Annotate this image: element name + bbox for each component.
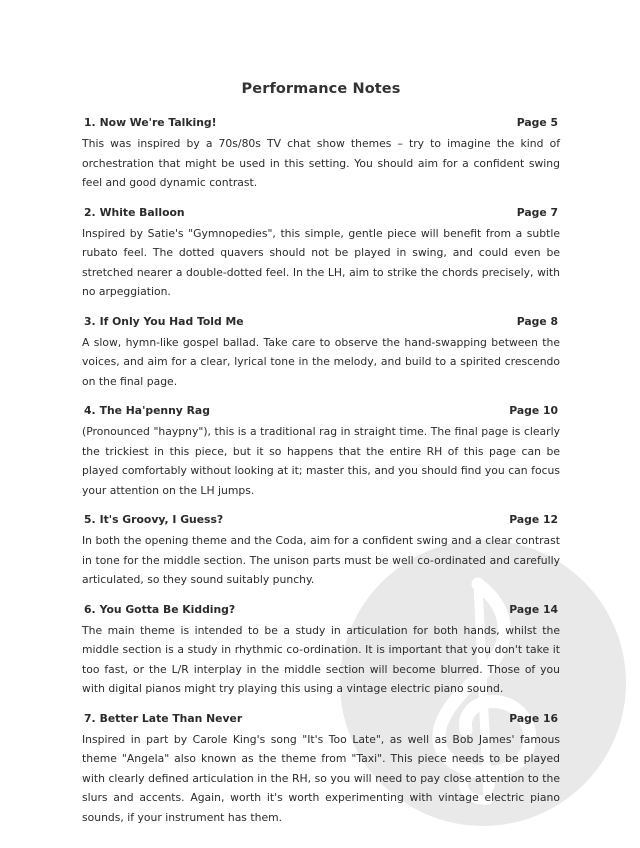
piece-name: If Only You Had Told Me <box>99 314 244 328</box>
piece-section <box>82 602 560 699</box>
piece-title <box>84 403 210 419</box>
piece-section <box>82 314 560 392</box>
piece-page-reference: Page 16 <box>509 711 558 725</box>
piece-description: Inspired in part by Carole King's song "It's Too Late", as well as Bob James' famous theme "Angela" also known as the theme from "Taxi". This piece needs to be played with clearly defined articulation in the RH, so you will need to pay close attention to the slurs and accents. Again, worth it's worth experimenting with vintage electric piano sounds, if your instrument has them. <box>82 732 560 824</box>
piece-name: You Gotta Be Kidding? <box>99 602 236 616</box>
piece-title <box>84 602 235 618</box>
piece-page-reference: Page 12 <box>509 513 558 526</box>
piece-heading <box>82 314 560 330</box>
piece-description: Inspired by Satie's "Gymnopedies", this simple, gentle piece will benefit from a subtle rubato feel. The dotted quavers should not be played in swing, and could even be stretched nearer a double-dotted feel. In the LH, aim to strike the chords precisely, with no arpeggiation. <box>82 226 560 298</box>
piece-number: 5. <box>84 513 96 526</box>
piece-title <box>84 314 244 330</box>
piece-heading <box>82 512 560 528</box>
piece-title <box>84 205 185 221</box>
piece-list <box>82 115 560 827</box>
piece-number: 3. <box>84 314 96 328</box>
piece-number: 7. <box>84 711 96 725</box>
piece-section <box>82 711 560 828</box>
piece-name: White Balloon <box>99 205 185 219</box>
piece-section <box>82 205 560 302</box>
piece-name: Better Late Than Never <box>99 711 243 725</box>
piece-page-reference: Page 5 <box>516 116 558 129</box>
piece-number: 1. <box>84 116 96 129</box>
piece-page-reference: Page 7 <box>516 205 558 219</box>
piece-title <box>84 711 242 727</box>
piece-heading <box>82 711 560 727</box>
page-title: Performance Notes <box>241 81 401 97</box>
piece-number: 6. <box>84 602 96 616</box>
piece-heading <box>82 602 560 618</box>
piece-section <box>82 403 560 500</box>
piece-title <box>84 115 217 131</box>
performance-notes-page <box>82 0 560 839</box>
piece-description: In both the opening theme and the Coda, aim for a confident swing and a clear contrast in tone for the middle section. The unison parts must be well co-ordinated and carefully articulated, so they sound suitably punchy. <box>82 534 560 586</box>
piece-heading <box>82 205 560 221</box>
piece-section <box>82 512 560 590</box>
piece-name: It's Groovy, I Guess? <box>99 513 224 526</box>
piece-page-reference: Page 10 <box>509 404 558 417</box>
piece-name: The Ha'penny Rag <box>99 404 210 417</box>
piece-heading <box>82 403 560 419</box>
piece-description: (Pronounced "haypny"), this is a traditional rag in straight time. The final page is clearly the trickiest in this piece, but it so happens that the entire RH of this page can be played comfortably without looking at it; master this, and you should find you can focus your attention on the LH jumps. <box>82 425 560 497</box>
piece-description: A slow, hymn-like gospel ballad. Take care to observe the hand-swapping between the voices, and aim for a clear, lyrical tone in the melody, and build to a spirited crescendo on the final page. <box>82 335 560 388</box>
piece-page-reference: Page 14 <box>509 602 558 616</box>
piece-section <box>82 115 560 193</box>
piece-heading <box>82 115 560 131</box>
piece-name: Now We're Talking! <box>99 116 217 129</box>
piece-number: 4. <box>84 404 96 417</box>
piece-title <box>84 512 223 528</box>
piece-description: This was inspired by a 70s/80s TV chat show themes – try to imagine the kind of orchestration that might be used in this setting. You should aim for a confident swing feel and good dynamic contrast. <box>82 137 560 189</box>
piece-page-reference: Page 8 <box>516 314 558 328</box>
piece-description: The main theme is intended to be a study in articulation for both hands, whilst the middle section is a study in rhythmic co-ordination. It is important that you don't take it too fast, or the L/R interplay in the middle section will become blurred. Those of you with digital pianos might try playing this using a vintage electric piano sound. <box>82 623 560 695</box>
piece-number: 2. <box>84 205 96 219</box>
